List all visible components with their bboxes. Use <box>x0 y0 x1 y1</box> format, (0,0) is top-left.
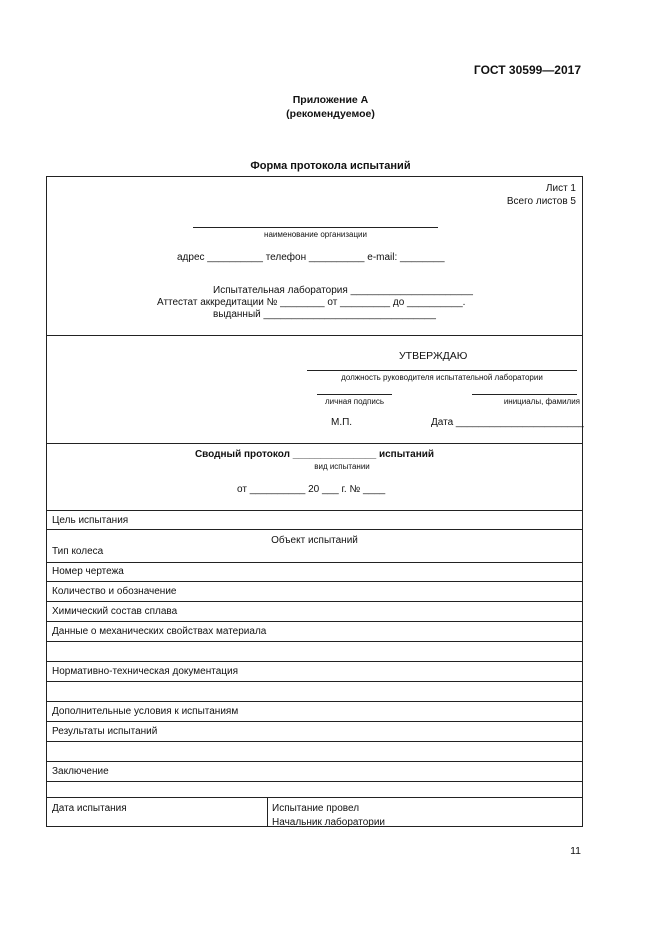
initials-line[interactable] <box>472 394 577 395</box>
divider <box>47 661 582 662</box>
row-test-date: Дата испытания <box>52 803 127 814</box>
divider <box>47 335 582 336</box>
divider <box>47 443 582 444</box>
row-normative: Нормативно-техническая документация <box>52 666 238 677</box>
divider <box>47 601 582 602</box>
signature-caption: личная подпись <box>325 397 384 406</box>
divider <box>47 781 582 782</box>
issued-line[interactable]: выданный _______________________________ <box>213 309 436 320</box>
position-line[interactable] <box>307 370 577 371</box>
test-type-caption: вид испытании <box>314 462 370 471</box>
attestat-line[interactable]: Аттестат аккредитации № ________ от _________ до __________. <box>157 297 466 308</box>
sheet-total: Всего листов 5 <box>506 196 576 207</box>
summary-title-line[interactable]: Сводный протокол _______________ испытаний <box>194 449 435 460</box>
page-number: 11 <box>570 845 581 857</box>
org-name-line[interactable] <box>193 227 438 228</box>
divider <box>47 721 582 722</box>
divider <box>47 529 582 530</box>
summary-date-line[interactable]: от __________ 20 ___ г. № ____ <box>237 484 386 495</box>
row-purpose: Цель испытания <box>52 515 129 526</box>
row-quantity: Количество и обозначение <box>52 586 177 597</box>
divider <box>47 621 582 622</box>
sheet-info <box>507 182 576 208</box>
row-wheel-type: Тип колеса <box>52 546 104 557</box>
appendix-heading <box>0 93 661 121</box>
row-conclusion: Заключение <box>52 766 109 777</box>
stamp-label: М.П. <box>331 417 353 428</box>
row-conditions: Дополнительные условия к испытаниям <box>52 706 239 717</box>
approve-date-line[interactable]: Дата _______________________ <box>431 417 584 428</box>
divider <box>47 641 582 642</box>
row-object: Объект испытаний <box>271 535 358 546</box>
initials-caption: инициалы, фамилия <box>503 397 580 406</box>
divider <box>47 681 582 682</box>
appendix-subtitle: (рекомендуемое) <box>286 108 375 120</box>
row-conducted-by: Испытание провел <box>272 803 360 814</box>
org-caption: наименование организации <box>264 230 367 239</box>
column-divider <box>267 797 268 826</box>
divider <box>47 797 582 798</box>
row-drawing-number: Номер чертежа <box>52 566 124 577</box>
divider <box>47 701 582 702</box>
row-lab-head: Начальник лаборатории <box>272 817 385 828</box>
divider <box>47 581 582 582</box>
lab-line[interactable]: Испытательная лаборатория ______________________ <box>213 285 473 296</box>
approve-title: УТВЕРЖДАЮ <box>399 350 468 362</box>
protocol-form <box>46 176 583 827</box>
divider <box>47 761 582 762</box>
row-results: Результаты испытаний <box>52 726 158 737</box>
position-caption: должность руководителя испытательной лаборатории <box>341 373 543 382</box>
row-mechanical: Данные о механических свойствах материала <box>52 626 267 637</box>
sheet-number: Лист 1 <box>545 183 576 194</box>
divider <box>47 741 582 742</box>
divider <box>47 562 582 563</box>
address-line[interactable]: адрес __________ телефон __________ e-mail: ________ <box>177 252 445 263</box>
divider <box>47 510 582 511</box>
row-chemistry: Химический состав сплава <box>52 606 178 617</box>
standard-number: ГОСТ 30599—2017 <box>473 63 581 77</box>
form-title: Форма протокола испытаний <box>250 160 411 172</box>
signature-line[interactable] <box>317 394 392 395</box>
appendix-title: Приложение А <box>292 94 369 106</box>
